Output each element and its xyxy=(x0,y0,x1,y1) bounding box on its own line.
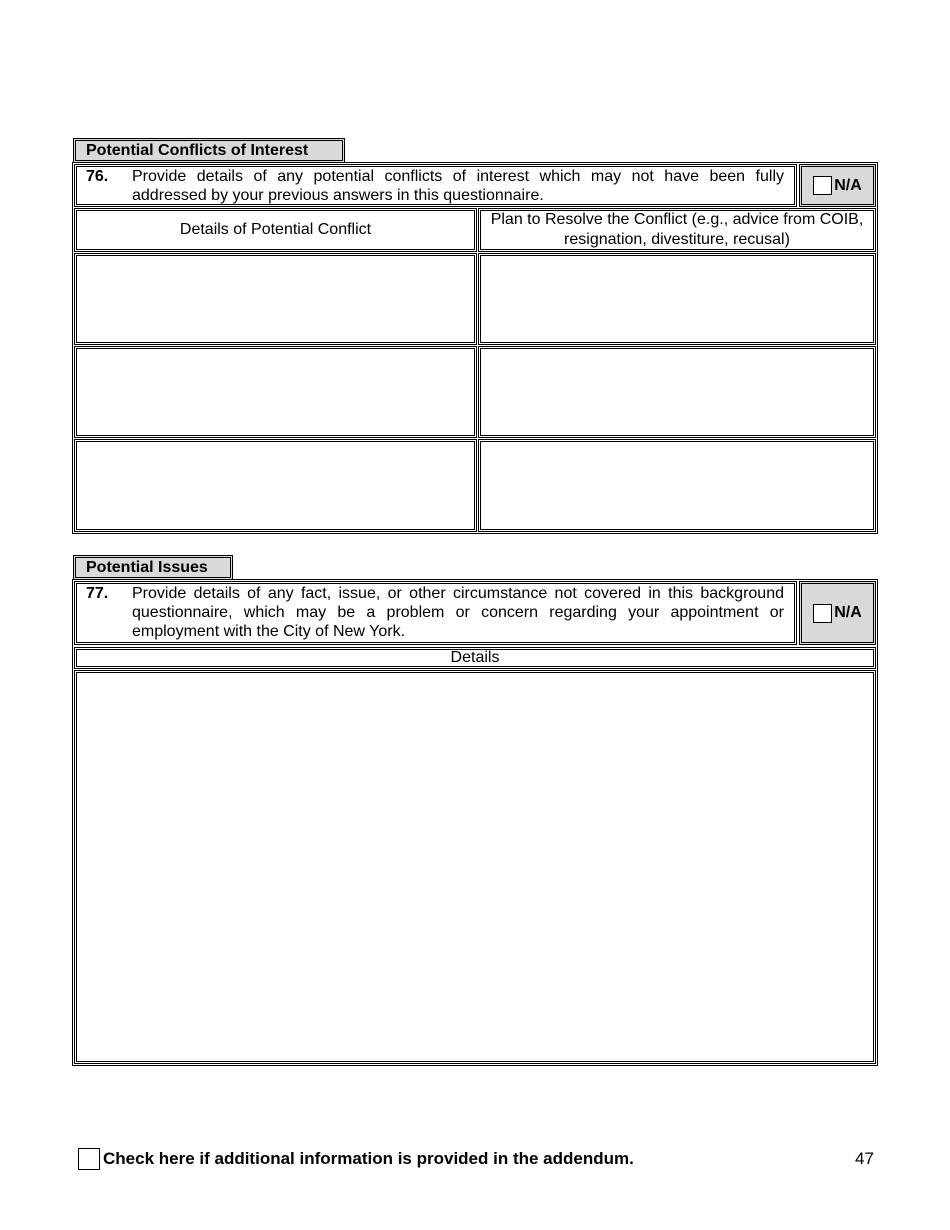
section-title-label: Potential Issues xyxy=(86,559,208,576)
na-label: N/A xyxy=(834,604,862,621)
plan-cell-1[interactable] xyxy=(478,253,876,345)
details-header-label: Details xyxy=(450,649,500,666)
page-number: 47 xyxy=(855,1149,874,1168)
column-header-details xyxy=(74,208,477,252)
column-header-label: Details of Potential Conflict xyxy=(179,221,372,238)
column-header-plan xyxy=(478,208,876,252)
details-cell-1[interactable] xyxy=(74,253,477,345)
question-77 xyxy=(74,581,797,645)
plan-cell-3[interactable] xyxy=(478,439,876,532)
question-text: Provide details of any fact, issue, or other circumstance not covered in this background questionnaire, which may be a problem or concern regarding your appointment or employment with the City of New York. xyxy=(132,585,784,640)
question-number: 77. xyxy=(86,585,109,602)
column-header-label: Plan to Resolve the Conflict (e.g., advice from COIB, resignation, divestiture, recusal) xyxy=(490,211,864,248)
details-header xyxy=(74,647,876,669)
na-toggle-77[interactable] xyxy=(799,581,876,645)
section-title-label: Potential Conflicts of Interest xyxy=(86,142,309,159)
na-checkbox-76[interactable] xyxy=(813,176,832,195)
addendum-checkbox[interactable] xyxy=(78,1148,100,1170)
details-cell-3[interactable] xyxy=(74,439,477,532)
section-title-issues xyxy=(73,555,233,580)
na-label: N/A xyxy=(834,176,862,194)
plan-cell-2[interactable] xyxy=(478,346,876,438)
section-title-conflicts xyxy=(73,138,345,163)
question-number: 76. xyxy=(86,168,109,185)
question-76 xyxy=(74,164,797,207)
question-text: Provide details of any potential conflicts of interest which may not have been fully addressed by your previous answers in this questionnaire. xyxy=(132,168,784,204)
addendum-label: Check here if additional information is provided in the addendum. xyxy=(103,1149,634,1168)
details-area[interactable] xyxy=(74,670,876,1064)
details-cell-2[interactable] xyxy=(74,346,477,438)
na-checkbox-77[interactable] xyxy=(813,604,832,623)
na-toggle-76[interactable] xyxy=(799,164,876,207)
